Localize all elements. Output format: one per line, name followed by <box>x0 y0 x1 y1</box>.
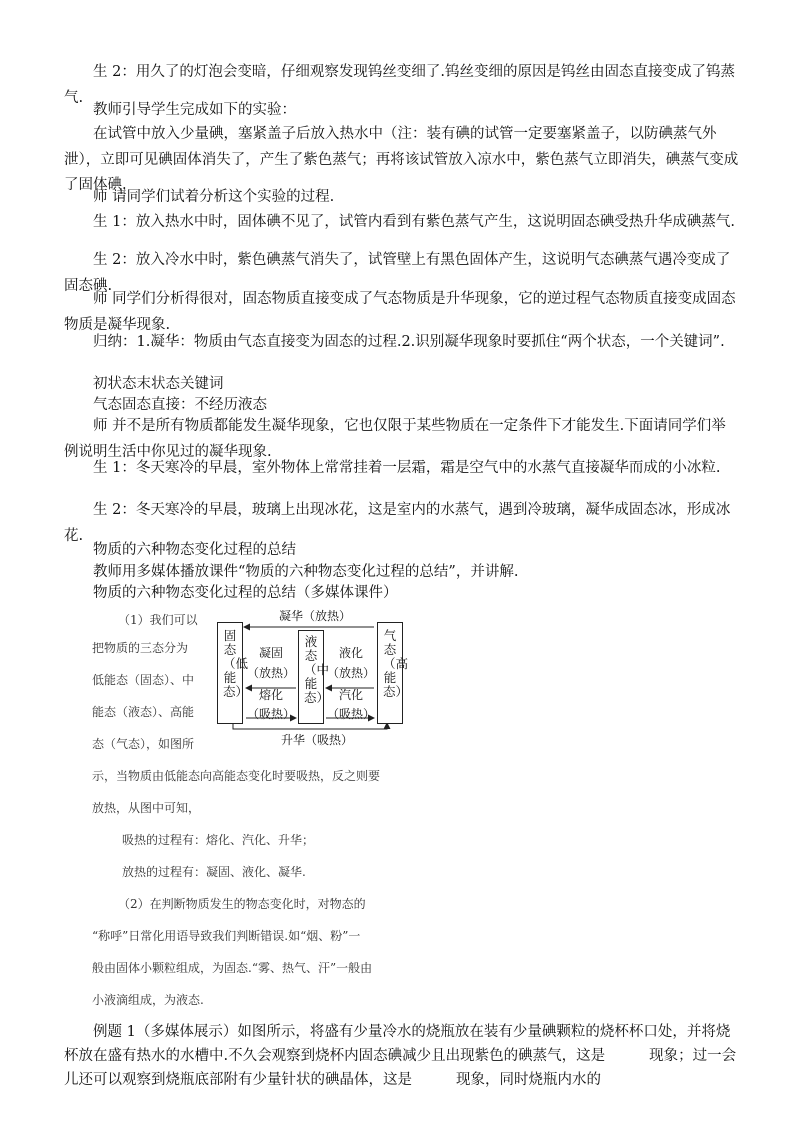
figure-text: 般由固体小颗粒组成，为固态.“雾、热气、汗”一般由 <box>92 961 373 975</box>
vaporization-label: 汽化 <box>338 688 363 702</box>
paragraph: 生 2：用久了的灯泡会变暗，仔细观察发现钨丝变细了.钨丝变细的原因是钨丝由固态直接变成了钨蒸气. <box>64 64 735 106</box>
paragraph: 师 请同学们试着分析这个实验的过程. <box>93 189 335 205</box>
figure-text: 态（气态），如图所 <box>92 737 195 751</box>
paragraph: 生 2：放入冷水中时，紫色碘蒸气消失了，试管壁上有黑色固体产生，这说明气态碘蒸气遇冷变成了固态碘. <box>64 252 731 294</box>
figure-text: “称呼”日常化用语导致我们判断错误.如“烟、粉”一 <box>92 929 361 943</box>
paragraph: 师 并不是所有物质都能发生凝华现象，它也仅限于某些物质在一定条件下才能发生.下面请同学们举例说明生活中你见过的凝华现象. <box>64 418 726 460</box>
figure-text: 吸热的过程有：熔化、汽化、升华； <box>122 833 315 847</box>
condensation-heat-label: （放热） <box>326 666 375 680</box>
paragraph: 物质的六种物态变化过程的总结 <box>93 542 296 558</box>
paragraph: 在试管中放入少量碘，塞紧盖子后放入热水中（注：装有碘的试管一定要塞紧盖子，以防碘蒸气外泄），立即可见碘固体消失了，产生了紫色蒸气；再将该试管放入凉水中，紫色蒸气立即消失，碘蒸气变成了固体碘. <box>64 126 739 193</box>
figure-text: 小液滴组成，为液态. <box>92 993 204 1007</box>
sublimation-label: 升华（吸热） <box>280 733 353 747</box>
liquid-state-box: 液态（中能态） <box>298 630 324 724</box>
paragraph: 物质的六种物态变化过程的总结（多媒体课件） <box>93 585 398 601</box>
gas-state-box: 气态（高能态） <box>377 622 403 724</box>
paragraph: 教师用多媒体播放课件“物质的六种物态变化过程的总结”，并讲解. <box>93 564 519 580</box>
figure-text: 示，当物质由低能态向高能态变化时要吸热，反之则要 <box>92 769 381 783</box>
freezing-label: 凝固 <box>258 646 283 660</box>
figure-text: 把物质的三态分为 <box>92 641 189 655</box>
paragraph: 气态固态直接：不经历液态 <box>93 397 267 413</box>
figure-text: 低能态（固态）、中 <box>92 673 195 687</box>
paragraph: 归纳：1.凝华：物质由气态直接变为固态的过程.2.识别凝华现象时要抓住“两个状态，一个关键词”. <box>93 334 725 350</box>
paragraph: 初状态末状态关键词 <box>93 376 224 392</box>
figure-text: 放热的过程有：凝固、液化、凝华. <box>122 865 306 879</box>
paragraph: 生 1：冬天寒冷的早晨，室外物体上常常挂着一层霜，霜是空气中的水蒸气直接凝华而成的小冰粒. <box>93 460 721 476</box>
vaporization-heat-label: （吸热） <box>326 707 375 721</box>
paragraph: 教师引导学生完成如下的实验： <box>93 102 296 118</box>
paragraph: 生 1：放入热水中时，固体碘不见了，试管内看到有紫色蒸气产生，这说明固态碘受热升华成碘蒸气. <box>93 214 735 230</box>
figure-text: 能态（液态）、高能 <box>92 705 195 719</box>
deposition-label: 凝华（放热） <box>278 609 351 623</box>
example-question: 例题 1（多媒体展示）如图所示，将盛有少量冷水的烧瓶放在装有少量碘颗粒的烧杯杯口处，并将烧杯放在盛有热水的水槽中.不久会观察到烧杯内固态碘减少且出现紫色的碘蒸气，这是 现象；过一会儿还可以观察到烧瓶底部附有少量针状的碘晶体，这是 现象，同时烧瓶内水的 <box>64 1024 737 1088</box>
paragraph: 师 同学们分析得很对，固态物质直接变成了气态物质是升华现象，它的逆过程气态物质直接变成固态物质是凝华现象. <box>64 291 736 333</box>
figure-text: 放热，从图中可知， <box>92 801 201 815</box>
solid-state-box: 固态（低能态） <box>217 622 243 724</box>
melting-heat-label: （吸热） <box>246 707 295 721</box>
figure-text: （1）我们可以 <box>118 613 198 627</box>
figure-text: （2）在判断物质发生的物态变化时，对物态的 <box>118 897 366 911</box>
freezing-heat-label: （放热） <box>246 666 295 680</box>
melting-label: 熔化 <box>258 688 283 702</box>
condensation-label: 液化 <box>338 646 363 660</box>
paragraph: 生 2：冬天寒冷的早晨，玻璃上出现冰花，这是室内的水蒸气，遇到冷玻璃，凝华成固态冰，形成冰花. <box>64 502 731 544</box>
